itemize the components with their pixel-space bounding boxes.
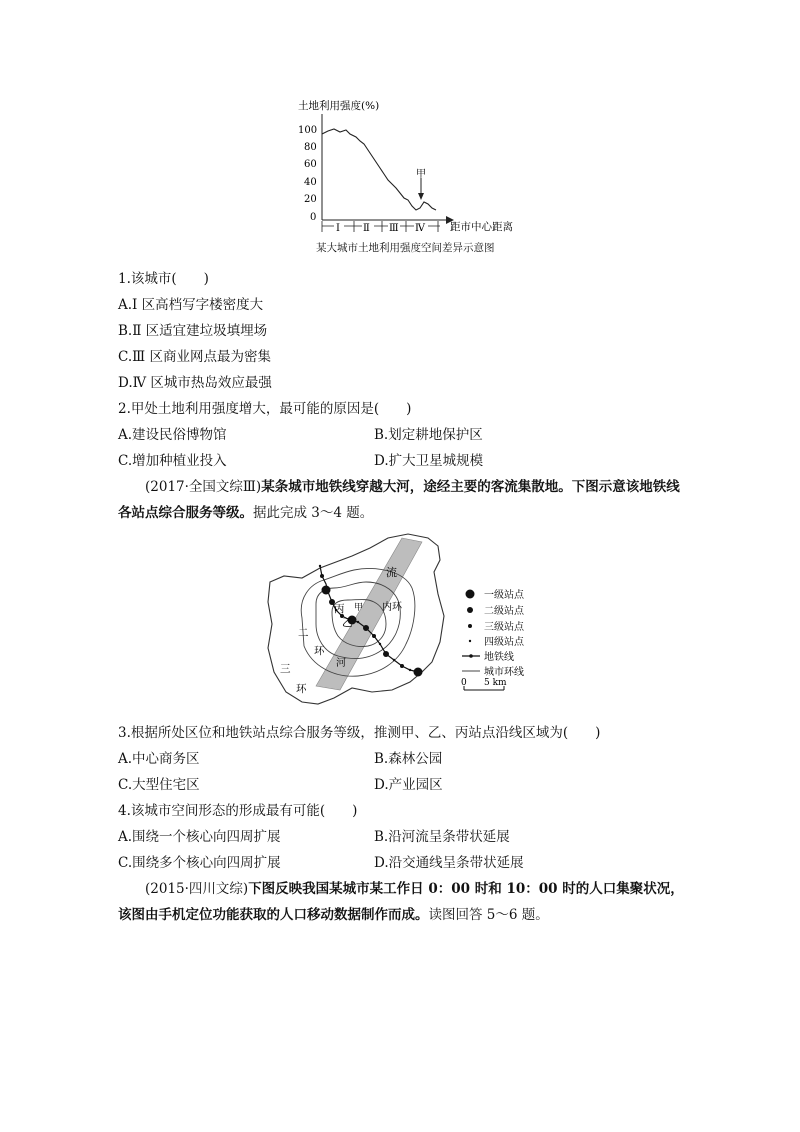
intro-paragraph-2 [118,876,688,928]
q1-option-b: B.Ⅱ 区适宜建垃圾填埋场 [118,323,268,339]
legend-level1: 一级站点 [484,590,524,601]
intro1-tail: 据此完成 3～4 题。 [253,505,374,521]
legend-ring: 城市环线 [484,667,524,678]
ring3-label-b: 环 [296,683,307,695]
ring2-label-b: 环 [314,645,325,657]
q2-option-d: D.扩大卫星城规模 [374,453,484,469]
q4-option-c: C.围绕多个核心向四周扩展 [118,855,281,871]
zone-1: Ⅰ [336,223,340,234]
scale-0: 0 [461,678,467,688]
marker-jia: 甲 [416,169,426,180]
ring3-label-a: 三 [280,663,291,675]
q2-option-a: A.建设民俗博物馆 [118,427,227,443]
legend-level4: 四级站点 [484,637,524,648]
intro2-bold: 下图反映我国某城市某工作日 0：00 时和 10：00 时的人口集聚状况，该图由手机定位功能获取的人口移动数据制作而成。 [118,881,684,923]
legend-level3: 三级站点 [484,622,524,633]
q2-option-b: B.划定耕地保护区 [374,427,483,443]
y-axis-label: 土地利用强度(%) [298,100,380,112]
q4-option-a: A.围绕一个核心向四周扩展 [118,829,281,845]
land-use-intensity-chart [290,96,520,236]
scale-5km: 5 km [484,678,507,688]
y-tick: 80 [304,142,317,153]
intro-paragraph-1 [118,474,688,526]
station-jia-label: 甲 [354,603,364,613]
intro1-source: (2017·全国文综Ⅲ) [145,479,262,495]
zone-2: Ⅱ [363,223,370,234]
map-legend [461,588,525,690]
q3-option-b: B.森林公园 [374,751,443,767]
x-axis-label: 距市中心距离 [450,221,513,233]
river-label-liu: 流 [386,566,397,579]
q3-option-a: A.中心商务区 [118,751,200,767]
legend-level2: 二级站点 [484,606,524,617]
q1-option-c: C.Ⅲ 区商业网点最为密集 [118,349,271,365]
q3-option-c: C.大型住宅区 [118,777,200,793]
y-tick: 40 [304,177,317,188]
q4-option-b: B.沿河流呈条带状延展 [374,829,510,845]
y-tick: 0 [310,212,317,223]
q1-option-a: A.Ⅰ 区高档写字楼密度大 [118,297,264,313]
q3-option-d: D.产业园区 [374,777,443,793]
q1-option-d: D.Ⅳ 区城市热岛效应最强 [118,375,272,391]
intro2-source: (2015·四川文综) [145,881,249,897]
q2-option-c: C.增加种植业投入 [118,453,227,469]
metro-map [262,532,552,712]
figure1-caption: 某大城市土地利用强度空间差异示意图 [316,242,495,254]
intro2-tail: 读图回答 5～6 题。 [428,907,549,923]
station-yi-label: 乙 [342,617,353,629]
intro1-bold: 某条城市地铁线穿越大河，途经主要的客流集散地。下图示意该地铁线各站点综合服务等级。 [118,479,680,521]
ring2-label-a: 二 [298,627,309,639]
y-tick: 100 [298,125,318,136]
station-bing-label: 丙 [334,603,345,615]
inner-ring-label: 内环 [382,602,402,613]
q3-stem: 3.根据所处区位和地铁站点综合服务等级，推测甲、乙、丙站点沿线区域为( ) [118,725,601,741]
q1-stem: 1.该城市( ) [118,271,209,287]
q4-option-d: D.沿交通线呈条带状延展 [374,855,524,871]
zone-3: Ⅲ [389,223,399,234]
legend-metro: 地铁线 [484,652,514,663]
q2-stem: 2.甲处土地利用强度增大，最可能的原因是( ) [118,401,412,417]
q4-stem: 4.该城市空间形态的形成最有可能( ) [118,803,358,819]
river-label-he: 河 [336,658,346,669]
zone-4: Ⅳ [415,223,425,234]
y-tick: 20 [304,194,317,205]
y-tick: 60 [304,159,317,170]
